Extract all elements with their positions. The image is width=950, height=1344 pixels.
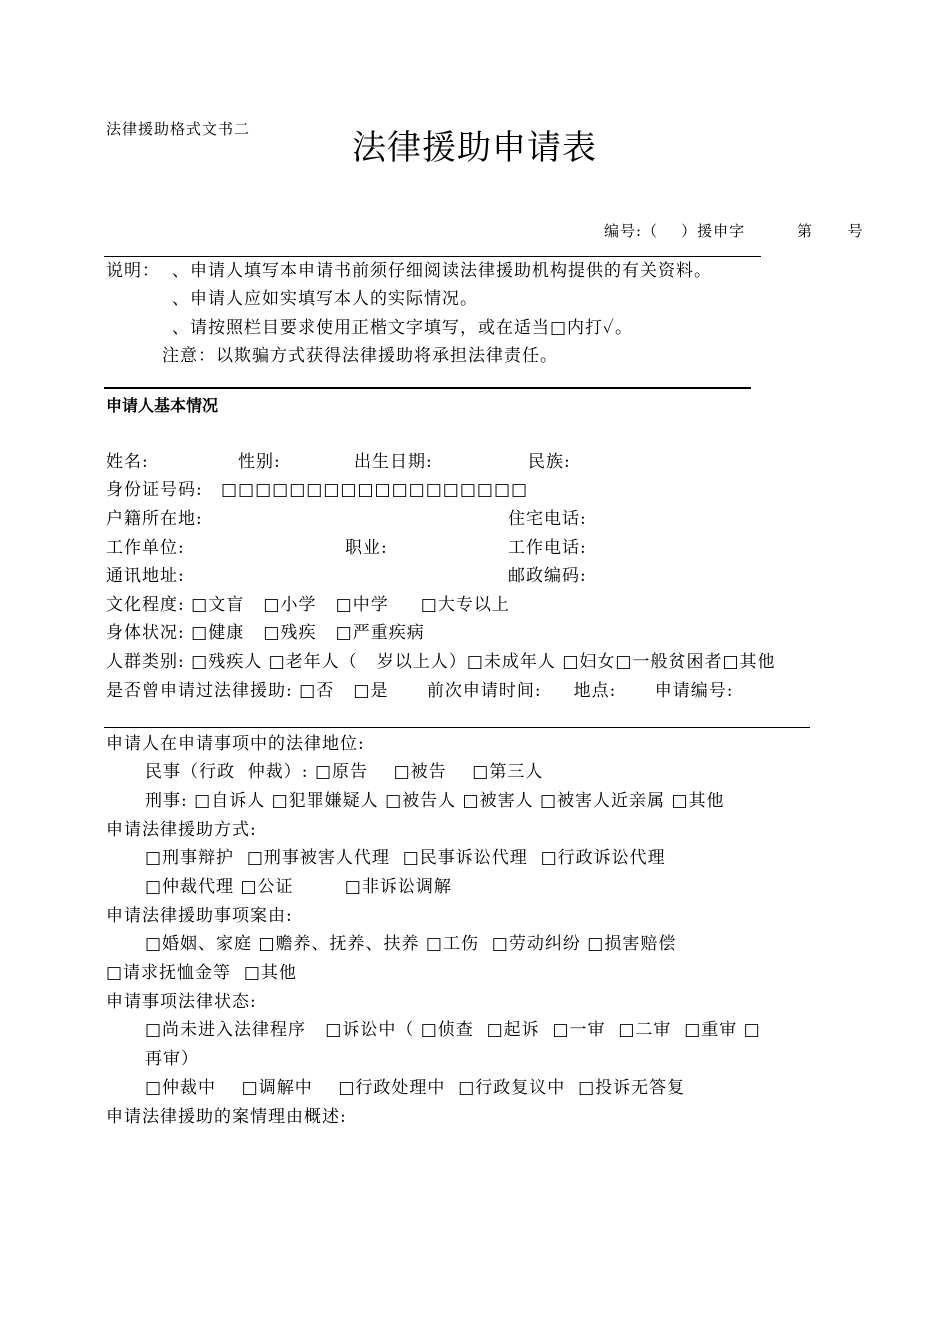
page-title: 法律援助申请表 bbox=[352, 128, 597, 168]
legal-status-row-1[interactable]: □尚未进入法律程序 □诉讼中（ □侦查 □起诉 □一审 □二审 □重审 □ bbox=[145, 1020, 761, 1040]
divider-notes bbox=[104, 387, 751, 389]
aid-mode-row-1[interactable]: □刑事辩护 □刑事被害人代理 □民事诉讼代理 □行政诉讼代理 bbox=[145, 848, 666, 868]
id-boxes[interactable]: □□□□□□□□□□□□□□□□□□ bbox=[221, 480, 529, 500]
address-label: 通讯地址: bbox=[106, 566, 185, 586]
work-unit-label: 工作单位: bbox=[106, 538, 185, 558]
legal-position-label: 申请人在申请事项中的法律地位: bbox=[106, 734, 365, 754]
note-line-3: 、请按照栏目要求使用正楷文字填写，或在适当□内打✓。 bbox=[172, 318, 634, 338]
case-cause-row-2[interactable]: □请求抚恤金等 □其他 bbox=[106, 963, 297, 983]
case-cause-row-1[interactable]: □婚姻、家庭 □赡养、抚养、扶养 □工伤 □劳动纠纷 □损害赔偿 bbox=[145, 934, 677, 954]
doc-type-label: 法律援助格式文书二 bbox=[106, 120, 251, 138]
id-label: 身份证号码: bbox=[106, 480, 203, 500]
legal-status-row-2: 再审） bbox=[145, 1049, 199, 1069]
divider-basic bbox=[104, 727, 810, 728]
health-row[interactable]: 身体状况: □健康 □残疾 □严重疾病 bbox=[106, 623, 425, 643]
case-summary-label: 申请法律援助的案情理由概述: bbox=[106, 1107, 347, 1127]
prior-application-row[interactable]: 是否曾申请过法律援助: □否 □是 前次申请时间: 地点: 申请编号: bbox=[106, 681, 734, 701]
case-cause-label: 申请法律援助事项案由: bbox=[106, 906, 293, 926]
gender-label: 性别: bbox=[238, 452, 281, 472]
civil-row[interactable]: 民事（行政 仲裁）: □原告 □被告 □第三人 bbox=[145, 762, 544, 782]
aid-mode-row-2[interactable]: □仲裁代理 □公证 □非诉讼调解 bbox=[145, 877, 452, 897]
legal-status-label: 申请事项法律状态: bbox=[106, 992, 257, 1012]
note-line-2: 、申请人应如实填写本人的实际情况。 bbox=[172, 289, 478, 309]
occupation-label: 职业: bbox=[345, 538, 388, 558]
work-phone-label: 工作电话: bbox=[508, 538, 587, 558]
criminal-row[interactable]: 刑事: □自诉人 □犯罪嫌疑人 □被告人 □被害人 □被害人近亲属 □其他 bbox=[145, 791, 725, 811]
legal-status-row-3[interactable]: □仲裁中 □调解中 □行政处理中 □行政复议中 □投诉无答复 bbox=[145, 1078, 686, 1098]
postcode-label: 邮政编码: bbox=[508, 566, 587, 586]
note-warning: 注意：以欺骗方式获得法律援助将承担法律责任。 bbox=[162, 346, 558, 366]
education-row[interactable]: 文化程度: □文盲 □小学 □中学 □大专以上 bbox=[106, 595, 510, 615]
section-heading-basic: 申请人基本情况 bbox=[106, 396, 219, 415]
serial-number: 编号:（ ）援申字 第 号 bbox=[604, 222, 864, 240]
home-phone-label: 住宅电话: bbox=[508, 509, 587, 529]
notes-label: 说明： bbox=[106, 261, 160, 281]
hukou-label: 户籍所在地: bbox=[106, 509, 203, 529]
aid-mode-label: 申请法律援助方式: bbox=[106, 820, 257, 840]
ethnic-label: 民族: bbox=[528, 452, 571, 472]
divider-top bbox=[104, 256, 761, 257]
name-label: 姓名: bbox=[106, 452, 149, 472]
note-line-1: 、申请人填写本申请书前须仔细阅读法律援助机构提供的有关资料。 bbox=[172, 261, 712, 281]
group-row[interactable]: 人群类别: □残疾人 □老年人（ 岁以上人）□未成年人 □妇女□一般贫困者□其他 bbox=[106, 652, 776, 672]
birth-label: 出生日期: bbox=[354, 452, 433, 472]
